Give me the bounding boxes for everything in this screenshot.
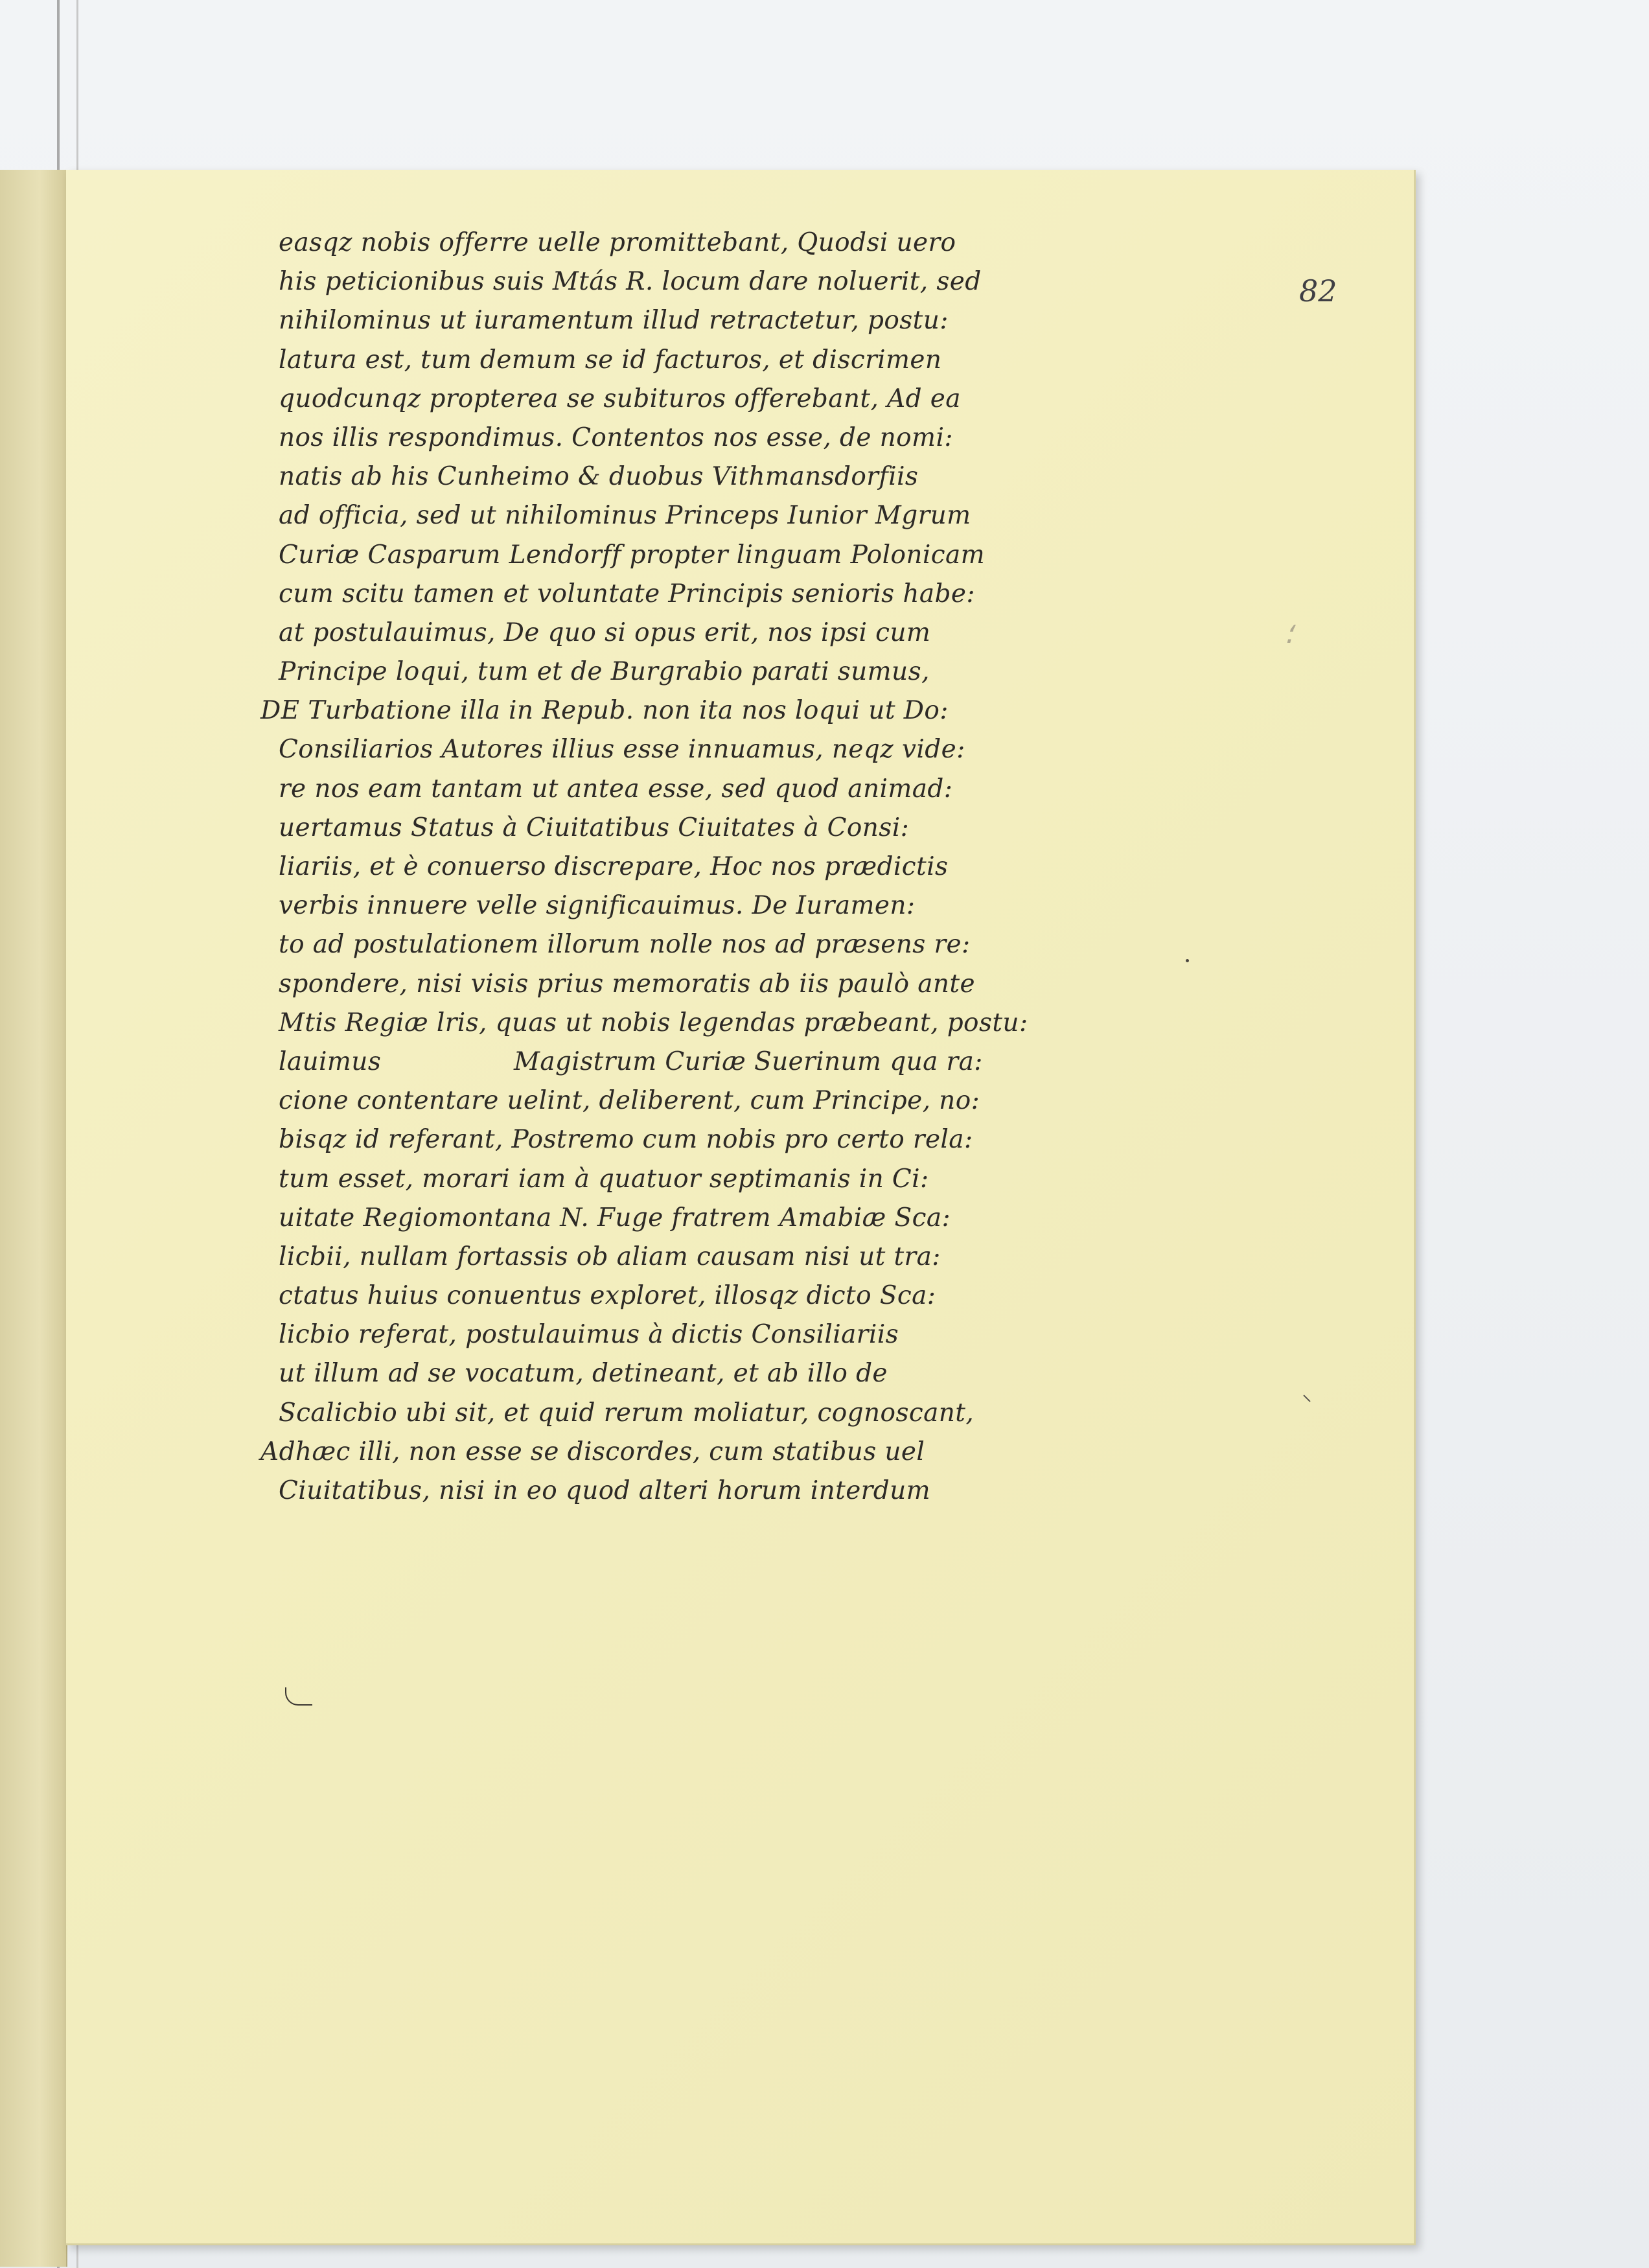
text-line: nos illis respondimus. Contentos nos esse, de nomi:: [279, 422, 953, 452]
text-line: tum esset, morari iam à quatuor septimanis in Ci:: [279, 1164, 929, 1194]
stray-tick-mark: [1303, 1394, 1310, 1402]
text-line: natis ab his Cunheimo & duobus Vithmansdorfiis: [279, 462, 919, 492]
facing-page-edge: [0, 170, 67, 2267]
manuscript-text: [260, 224, 1212, 1510]
text-line: Curiæ Casparum Lendorff propter linguam Polonicam: [279, 540, 986, 570]
text-line: easqz nobis offerre uelle promittebant, Quodsi uero: [279, 228, 956, 257]
text-line: quodcunqz propterea se subituros offerebant, Ad ea: [279, 384, 961, 413]
text-line: licbio referat, postulauimus à dictis Consiliariis: [279, 1320, 899, 1350]
text-line: latura est, tum demum se id facturos, et discrimen: [279, 345, 942, 375]
text-line: ut illum ad se vocatum, detineant, et ab illo de: [279, 1359, 888, 1389]
text-line: liariis, et è conuerso discrepare, Hoc nos prædictis: [279, 852, 949, 881]
text-line: ctatus huius conuentus exploret, illosqz dicto Sca:: [279, 1281, 936, 1311]
text-line: ad officia, sed ut nihilominus Princeps Iunior Mgrum: [279, 501, 971, 531]
text-line: spondere, nisi visis prius memoratis ab iis paulò ante: [279, 969, 975, 999]
text-line: cum scitu tamen et voluntate Principis senioris habe:: [279, 579, 975, 608]
text-line: his peticionibus suis Mtás R. locum dare noluerit, sed: [279, 267, 982, 297]
text-line: Mtis Regiæ lris, quas ut nobis legendas præbeant, postu:: [279, 1008, 1028, 1037]
text-line: licbii, nullam fortassis ob aliam causam nisi ut tra:: [279, 1242, 941, 1271]
text-line: at postulauimus, De quo si opus erit, nos ipsi cum: [279, 618, 931, 647]
text-line: nihilominus ut iuramentum illud retractetur, postu:: [279, 306, 949, 336]
text-line: to ad postulationem illorum nolle nos ad præsens re:: [279, 930, 971, 960]
text-line: Principe loqui, tum et de Burgrabio parati sumus,: [279, 657, 930, 687]
text-line: cione contentare uelint, deliberent, cum Principe, no:: [279, 1086, 980, 1116]
text-line: DE Turbatione illa in Repub. non ita nos loqui ut Do:: [260, 696, 949, 726]
text-line: uitate Regiomontana N. Fuge fratrem Amabiæ Sca:: [279, 1203, 951, 1232]
text-line: lauimus Magistrum Curiæ Suerinum qua ra:: [279, 1047, 983, 1076]
text-line: Consiliarios Autores illius esse innuamus, neqz vide:: [279, 735, 965, 765]
text-line: verbis innuere velle significauimus. De Iuramen:: [279, 891, 916, 921]
text-line: bisqz id referant, Postremo cum nobis pro certo rela:: [279, 1125, 973, 1155]
text-line: Adhæc illi, non esse se discordes, cum statibus uel: [260, 1437, 925, 1466]
text-line: re nos eam tantam ut antea esse, sed quod animad:: [279, 774, 953, 804]
text-line: Scalicbio ubi sit, et quid rerum moliatur, cognoscant,: [279, 1398, 974, 1428]
text-line: uertamus Status à Ciuitatibus Ciuitates à Consi:: [279, 813, 910, 842]
text-line: Ciuitatibus, nisi in eo quod alteri horum interdum: [279, 1476, 930, 1505]
folio-number: 82: [1299, 273, 1337, 308]
faint-margin-mark: ؛: [1284, 617, 1293, 650]
